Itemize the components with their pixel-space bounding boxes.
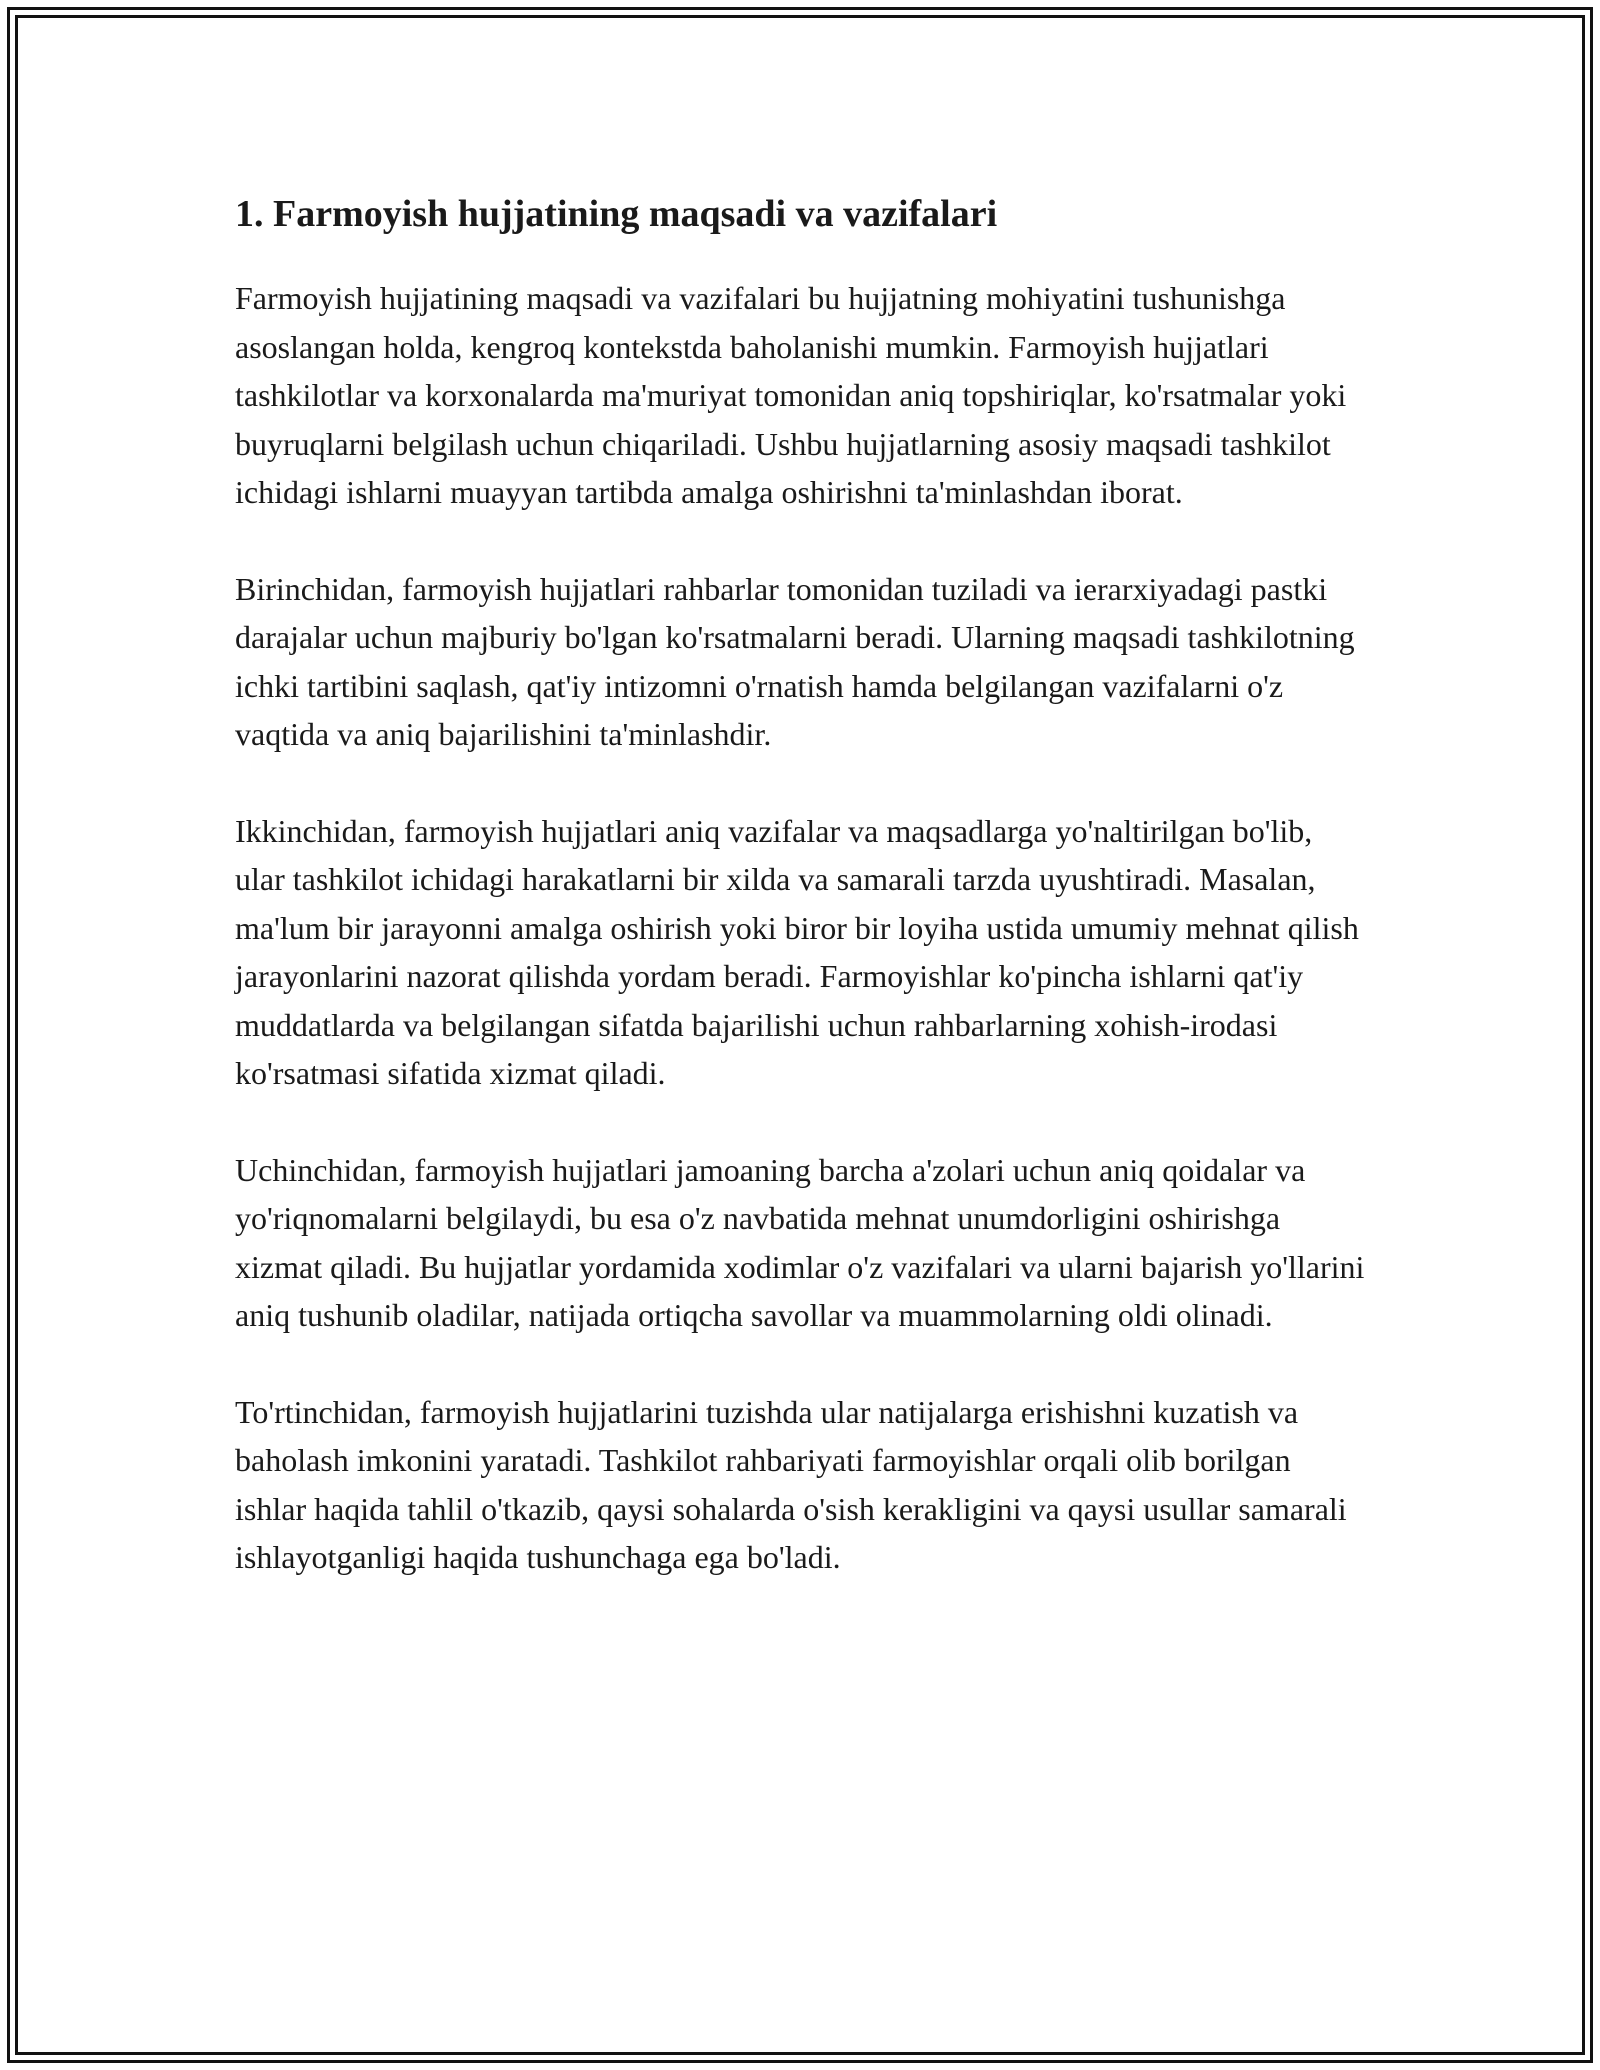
paragraph-fourth: To'rtinchidan, farmoyish hujjatlarini tuzishda ular natijalarga erishishni kuzatish va baholash imkonini yaratadi. Tashkilot rahbariyati farmoyishlar orqali olib borilgan ishlar haqida tahlil o'tkazib, qaysi sohalarda o'sish kerakligini va qaysi usullar samarali ishlayotganligi haqida tushunchaga ega bo'ladi. [235,1393,1347,1575]
paragraph-second: Ikkinchidan, farmoyish hujjatlari aniq vazifalar va maqsadlarga yo'naltirilgan bo'lib, ular tashkilot ichidagi harakatlarni bir xilda va samarali tarzda uyushtiradi. Masalan, ma'lum bir jarayonni amalga oshirish yoki biror bir loyiha ustida umumiy mehnat qilish jarayonlarini nazorat qilishda yordam beradi. Farmoyishlar ko'pincha ishlarni qat'iy muddatlarda va belgilangan sifatda bajarilishi uchun rahbarlarning xohish-irodasi ko'rsatmasi sifatida xizmat qiladi. [235,812,1359,1091]
section-heading: 1. Farmoyish hujjatining maqsadi va vazifalari [235,193,998,235]
document-body [235,186,1365,1630]
paragraph-first: Birinchidan, farmoyish hujjatlari rahbarlar tomonidan tuziladi va ierarxiyadagi pastki darajalar uchun majburiy bo'lgan ko'rsatmalarni beradi. Ularning maqsadi tashkilotning ichki tartibini saqlash, qat'iy intizomni o'rnatish hamda belgilangan vazifalarni o'z vaqtida va aniq bajarilishini ta'minlashdir. [235,570,1355,752]
paragraph-intro: Farmoyish hujjatining maqsadi va vazifalari bu hujjatning mohiyatini tushunishga asoslangan holda, kengroq kontekstda baholanishi mumkin. Farmoyish hujjatlari tashkilotlar va korxonalarda ma'muriyat tomonidan aniq topshiriqlar, ko'rsatmalar yoki buyruqlarni belgilash uchun chiqariladi. Ushbu hujjatlarning asosiy maqsadi tashkilot ichidagi ishlarni muayyan tartibda amalga oshirishni ta'minlashdan iborat. [235,280,1347,510]
paragraph-third: Uchinchidan, farmoyish hujjatlari jamoaning barcha a'zolari uchun aniq qoidalar va yo'riqnomalarni belgilaydi, bu esa o'z navbatida mehnat unumdorligini oshirishga xizmat qiladi. Bu hujjatlar yordamida xodimlar o'z vazifalari va ularni bajarish yo'llarini aniq tushunib oladilar, natijada ortiqcha savollar va muammolarning oldi olinadi. [235,1151,1365,1333]
